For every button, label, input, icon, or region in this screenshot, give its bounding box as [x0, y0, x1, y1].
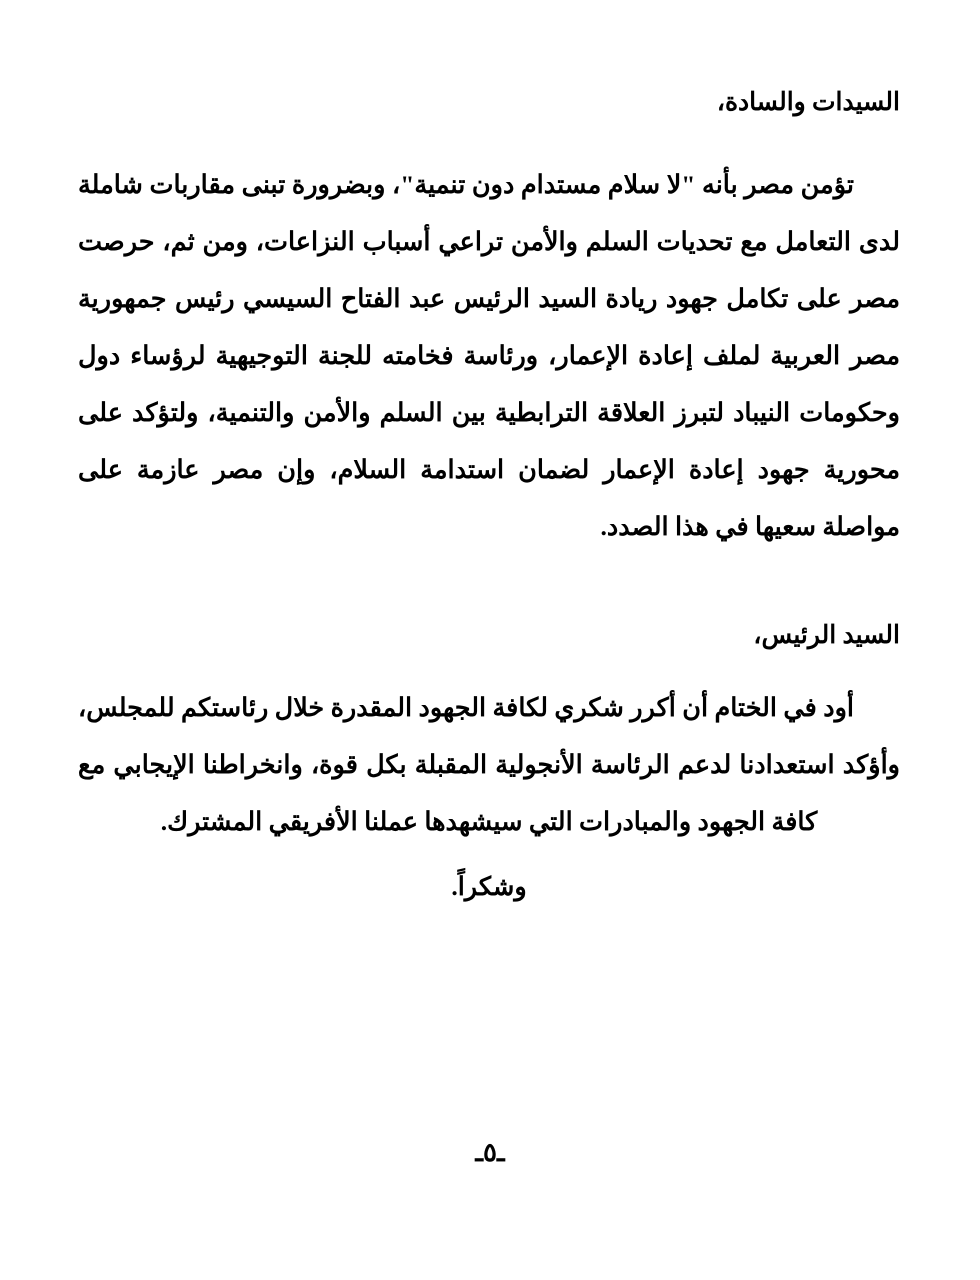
page-number: ـ٥ـ — [475, 1138, 505, 1167]
salutation-ladies-and-gentlemen: السيدات والسادة، — [716, 89, 900, 116]
paragraph-spacer — [78, 555, 900, 619]
paragraph-closing-thanks: أود في الختام أن أكرر شكري لكافة الجهود المقدرة خلال رئاستكم للمجلس، وأؤكد استعدادنا لدعم الرئاسة الأنجولية المقبلة بكل قوة، وانخراطنا الإيجابي مع كافة الجهود والمبادرات التي سيشهدها عملنا الأفريقي المشترك. — [78, 692, 900, 836]
paragraph-peace-and-development: تؤمن مصر بأنه "لا سلام مستدام دون تنمية"، وبضرورة تبنى مقاربات شاملة لدى التعامل مع تحديات السلم والأمن تراعي أسباب النزاعات، ومن ثم، حرصت مصر على تكامل جهود ريادة السيد الرئيس عبد الفتاح السيسي رئيس جمهورية مصر العربية لملف إعادة الإعمار، ورئاسة فخامته للجنة التوجيهية لرؤساء دول وحكومات النيباد لتبرز العلاقة الترابطية بين السلم والأمن والتنمية، ولتؤكد على محورية جهود إعادة الإعمار لضمان استدامة السلام، وإن مصر عازمة على مواصلة سعيها في هذا الصدد. — [78, 169, 900, 541]
document-body — [78, 86, 900, 915]
salutation-mr-president: السيد الرئيس، — [753, 621, 900, 649]
closing-thank-you: وشكراً. — [451, 871, 527, 901]
